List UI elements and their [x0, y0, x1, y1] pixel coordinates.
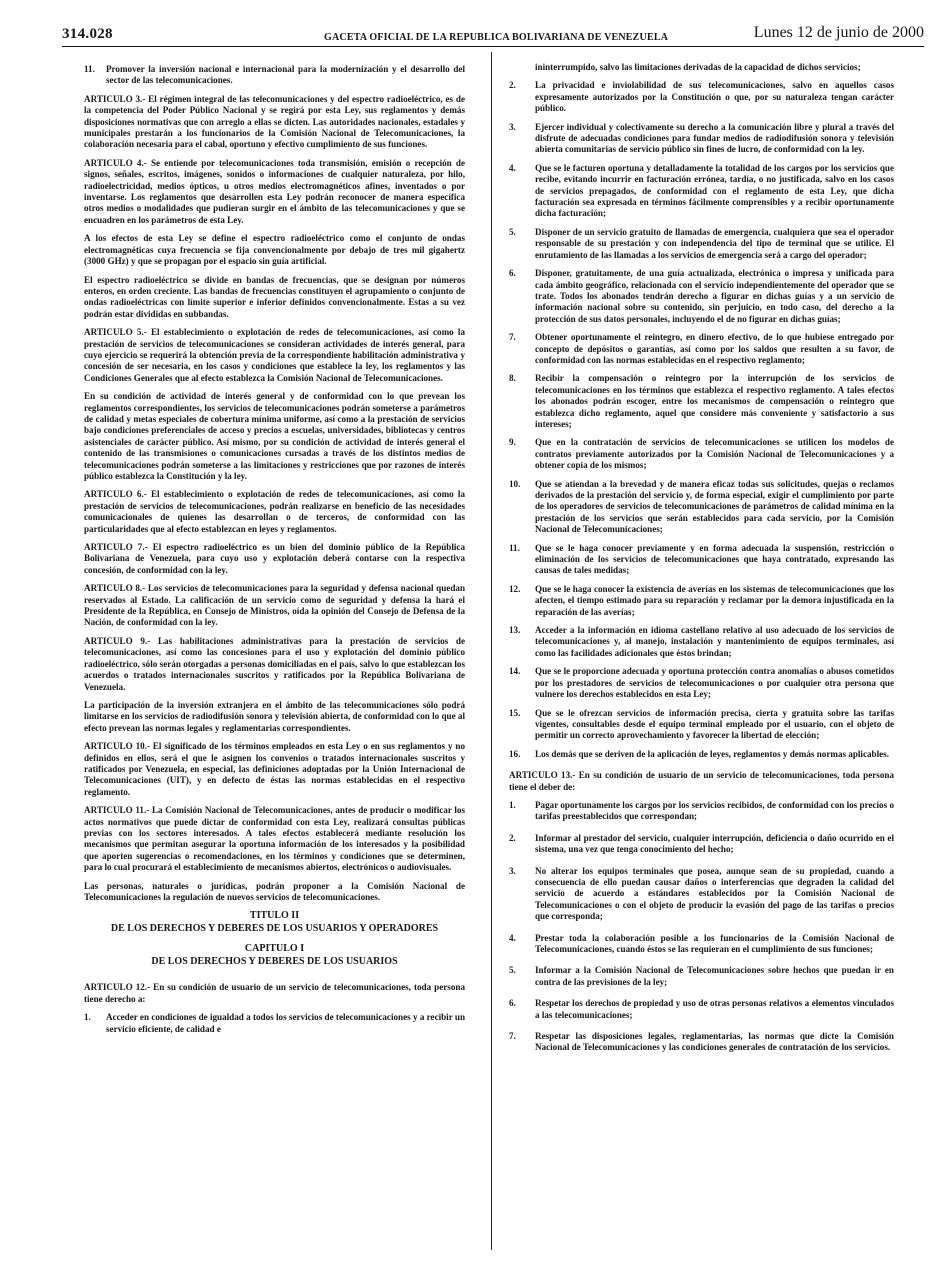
item-number: 9.: [509, 437, 516, 448]
list-item: [509, 998, 894, 1021]
article-13-intro: ARTICULO 13.- En su condición de usuario de un servicio de telecomunicaciones, toda persona tiene el deber de:: [509, 770, 894, 792]
item-number: 13.: [509, 625, 521, 636]
item-number: 3.: [509, 865, 516, 876]
article-12-intro: ARTICULO 12.- En su condición de usuario de un servicio de telecomunicaciones, toda persona tiene derecho a:: [84, 982, 465, 1004]
item-text: Prestar toda la colaboración posible a los funcionarios de la Comisión Nacional de Telecomunicaciones, cuando éstos se las requieran en el cumplimiento de sus funciones;: [535, 932, 894, 954]
item-text: Que se le facturen oportuna y detalladamente la totalidad de los cargos por los servicios que recibe, evitando incurrir en facturación errónea, tardía, o no justificada, salvo en los casos de servicios prepagados, de conformidad con el reglamento de esta Ley, que dicha facturación sea expresada en términos fácilmente comprensibles y a recibir oportunamente dicha facturación;: [535, 162, 894, 219]
article-4-paragraph-3: El espectro radioeléctrico se divide en bandas de frecuencias, que se designan por números enteros, en orden creciente. Las bandas de frecuencias constituyen el agrupamiento o conjunto de ondas radioeléctricas con límite superior e inferior definidos convencionalmente. Estas a su vez podrán estar divididas en subbandas.: [84, 274, 465, 319]
item-text: Respetar los derechos de propiedad y uso de otras personas relativos a elementos vinculados a las telecomunicaciones;: [535, 998, 894, 1020]
list-item: [509, 584, 894, 618]
item-number: 1.: [509, 799, 516, 810]
list-item: [509, 833, 894, 856]
article-11: ARTICULO 11.- La Comisión Nacional de Telecomunicaciones, antes de producir o modificar los actos normativos que puede dictar de conformidad con esta Ley, realizará consultas públicas previas con los sectores interesados. A tales efectos establecerá mediante resolución los mecanismos que permitan asegurar la oportuna información de los interesados y la posibilidad que aporten sugerencias o recomendaciones, en los términos y condiciones que se determinen, para lo cual procurará el establecimiento de mecanismos abiertos, electrónicos o audiovisuales.: [84, 805, 465, 873]
list-item: [509, 800, 894, 823]
list-item: [509, 625, 894, 659]
list-item: [509, 965, 894, 988]
item-number: 3.: [509, 121, 516, 132]
item-number: 2.: [509, 80, 516, 91]
item-number: 11.: [84, 64, 95, 74]
item-number: 6.: [509, 998, 516, 1009]
item-text: Recibir la compensación o reintegro por la interrupción de los servicios de telecomunicaciones en los términos que establezca el respectivo reglamento. A tales efectos los abonados podrán escoger, entre los mecanismos de compensación o reintegro que establezca dicho reglamento, aquel que considere más conveniente y satisfactorio a sus intereses;: [535, 373, 894, 429]
article-4-paragraph-2: A los efectos de esta Ley se define el espectro radioeléctrico como el conjunto de ondas electromagnéticas cuya frecuencia se fija convencionalmente por debajo de tres mil gigahertz (3000 GHz) y que se propagan por el espacio sin guía artificial.: [84, 233, 465, 267]
item-number: 11.: [509, 542, 520, 553]
item-text: Acceder en condiciones de igualdad a todos los servicios de telecomunicaciones y a recibir un servicio eficiente, de calidad e: [106, 1012, 465, 1034]
titulo-name: DE LOS DERECHOS Y DEBERES DE LOS USUARIOS Y OPERADORES: [110, 922, 439, 934]
page-number: 314.028: [62, 26, 113, 42]
item-text: Que se le haga conocer la existencia de averías en los sistemas de telecomunicaciones que los afecten, el tiempo estimado para su reparación y reclamar por la demora injustificada en la reparación de las averías;: [535, 583, 894, 617]
item-text: ininterrumpido, salvo las limitaciones derivadas de la capacidad de dichos servicios;: [535, 62, 861, 72]
list-item: [509, 122, 894, 156]
item-number: 6.: [509, 268, 516, 279]
right-column: [509, 62, 894, 1064]
item-number: 4.: [509, 932, 516, 943]
item-text: Que se atiendan a la brevedad y de manera eficaz todas sus solicitudes, quejas o reclamos derivados de la prestación del servicio y, de forma especial, exigir el cumplimiento por parte de los operadores de servicios de telecomunicaciones de parámetros de calidad mínima en la prestación de los servicios que serán establecidos para cada servicio, por la Comisión Nacional de Telecomunicaciones;: [535, 478, 894, 535]
list-item: [509, 1031, 894, 1054]
article-5-paragraph-2: En su condición de actividad de interés general y de conformidad con lo que prevean los reglamentos correspondientes, los servicios de telecomunicaciones podrán someterse a parámetros de calidad y metas especiales de cobertura mínima uniforme, así como a la prestación de servicios bajo condiciones preferenciales de acceso y precios a escuelas, universidades, bibliotecas y centros asistenciales de carácter público. Así mismo, por su condición de actividad de interés general el contenido de las transmisiones o comunicaciones cursadas a través de los distintos medios de telecomunicaciones podrán someterse a las limitaciones y restricciones que por razones de interés público establezca la Constitución y la ley.: [84, 391, 465, 481]
item-number: 4.: [509, 162, 516, 173]
item-text: Los demás que se deriven de la aplicación de leyes, reglamentos y demás normas aplicables.: [535, 748, 889, 759]
article-10: ARTICULO 10.- El significado de los términos empleados en esta Ley o en sus reglamentos y no definidos en ellos, será el que le asignen los convenios o tratados internacionales suscritos y ratificados por Venezuela, en especial, las definiciones adoptadas por la Unión Internacional de Telecomunicaciones (UIT), y en defecto de éstas las normas establecidas en el respectivo reglamento.: [84, 741, 465, 797]
article-9-paragraph-2: La participación de la inversión extranjera en el ámbito de las telecomunicaciones sólo podrá limitarse en los servicios de radiodifusión sonora y televisión abierta, de conformidad con lo que al efecto prevean las normas legales y reglamentarias correspondientes.: [84, 699, 465, 733]
list-item: [509, 749, 894, 760]
item-text: Acceder a la información en idioma castellano relativo al uso adecuado de los servicios de telecomunicaciones y, al manejo, instalación y mantenimiento de equipos terminales, así como las facilidades adicionales que éstos brindan;: [535, 625, 894, 658]
item-text: No alterar los equipos terminales que posea, aunque sean de su propiedad, cuando a consecuencia de ello puedan causar daños o interferencias que degraden la calidad del servicio de acuerdo a estándares establecidos por la Comisión Nacional de Telecomunicaciones o con el objeto de producir la evasión del pago de las tarifas o precios que corresponda;: [535, 865, 894, 922]
item-text: Respetar las disposiciones legales, reglamentarias, las normas que dicte la Comisión Nacional de Telecomunicaciones y las condiciones generales de contratación de los servicios.: [535, 1031, 894, 1053]
capitulo-name: DE LOS DERECHOS Y DEBERES DE LOS USUARIOS: [151, 955, 398, 967]
list-item: [509, 373, 894, 430]
list-item: [509, 437, 894, 471]
item-number: 14.: [509, 666, 521, 677]
item-text: Pagar oportunamente los cargos por los servicios recibidos, de conformidad con los precios o tarifas preestablecidos que correspondan;: [535, 799, 894, 822]
capitulo-number: CAPITULO I: [244, 943, 305, 955]
list-item: [509, 479, 894, 536]
titulo-number: TITULO II: [249, 910, 300, 922]
item-text: Informar a la Comisión Nacional de Telecomunicaciones sobre hechos que puedan ir en contra de las previsiones de la ley;: [535, 965, 894, 987]
item-number: 7.: [509, 1031, 516, 1042]
duties-list: [509, 800, 894, 1054]
item-number: 2.: [509, 832, 516, 843]
item-text: Obtener oportunamente el reintegro, en dinero efectivo, de lo que hubiese entregado por concepto de depósitos o garantías, así como por los saldos que resulten a su favor, de conformidad con las normas establecidas en el respectivo reglamento;: [535, 332, 894, 365]
article-5: ARTICULO 5.- El establecimiento o explotación de redes de telecomunicaciones, así como la prestación de servicios de telecomunicaciones se consideran actividades de interés general, para cuyo ejercicio se requerirá la obtención previa de la correspondiente habilitación administrativa y concesión de ser necesaria, en los casos y condiciones que establece la ley, los reglamentos y las Condiciones Generales que al efecto establezca la Comisión Nacional de Telecomunicaciones.: [84, 327, 465, 383]
article-6: ARTICULO 6.- El establecimiento o explotación de redes de telecomunicaciones, así como la prestación de servicios de telecomunicaciones, podrán realizarse en beneficio de las necesidades comunicacionales de quienes las desarrollan o de terceros, de conformidad con las particularidades que al efecto establezcan en leyes y reglamentos.: [84, 489, 465, 534]
title-heading-block: [84, 910, 465, 968]
item-number: 12.: [509, 583, 521, 594]
list-item: [509, 933, 894, 956]
list-item: [509, 80, 894, 114]
article-9: ARTICULO 9.- Las habilitaciones administrativas para la prestación de servicios de telecomunicaciones, así como las concesiones para el uso y explotación del dominio público radioeléctrico, sólo serán otorgadas a personas domiciliadas en el país, salvo lo que establezcan los acuerdos o tratados internacionales suscritos y ratificados por la República Bolivariana de Venezuela.: [84, 635, 465, 692]
item-number: 5.: [509, 226, 516, 237]
list-item: [509, 708, 894, 742]
list-item: [509, 268, 894, 325]
publication-title: GACETA OFICIAL DE LA REPUBLICA BOLIVARIANA DE VENEZUELA: [324, 32, 669, 43]
item-number: 1.: [84, 1012, 91, 1023]
issue-date: Lunes 12 de junio de 2000: [753, 24, 924, 41]
item-number: 16.: [509, 748, 521, 759]
item-number: 5.: [509, 965, 516, 976]
list-item: [84, 64, 465, 87]
item-text: Que se le haga conocer previamente y en forma adecuada la suspensión, restricción o eliminación de los servicios de telecomunicaciones que haya contratado, expresando las causas de tales medidas;: [535, 542, 894, 576]
article-8: ARTICULO 8.- Los servicios de telecomunicaciones para la seguridad y defensa nacional quedan reservados al Estado. La calificación de un servicio como de seguridad y defensa la hará el Presidente de la República, en Consejo de Ministros, oída la opinión del Consejo de Defensa de la Nación, de conformidad con la ley.: [84, 583, 465, 628]
list-item: [509, 543, 894, 577]
item-text: Informar al prestador del servicio, cualquier interrupción, deficiencia o daño ocurrido en el sistema, una vez que tenga conocimiento del hecho;: [535, 832, 894, 855]
article-11-paragraph-2: Las personas, naturales o jurídicas, podrán proponer a la Comisión Nacional de Telecomunicaciones la regulación de nuevos servicios de telecomunicaciones.: [84, 880, 465, 902]
column-divider: [491, 52, 492, 1250]
page-header: [62, 22, 924, 47]
list-item: [84, 1012, 465, 1035]
list-item: [509, 227, 894, 261]
item-text: Disponer, gratuitamente, de una guía actualizada, electrónica o impresa y unificada para cada ámbito geográfico, relacionada con el servicio independientemente del operador que se trate. Todos los abonados tendrán derecho a figurar en dichas guías y a un servicio de información nacional sobre su contenido, sin perjuicio, en todo caso, del derecho a la protección de sus datos personales, incluyendo el de no figurar en dichas guías;: [535, 268, 894, 324]
item-text: Disponer de un servicio gratuito de llamadas de emergencia, cualquiera que sea el operador responsable de su prestación y con independencia del tipo de terminal que se utilice. El enrutamiento de las llamadas a los servicios de emergencia será a cargo del operador;: [535, 226, 894, 260]
article-4: ARTICULO 4.- Se entiende por telecomunicaciones toda transmisión, emisión o recepción de signos, señales, escritos, imágenes, sonidos o informaciones de cualquier naturaleza, por hilo, radioelectricidad, medios ópticos, u otros medios electromagnéticos afines, inventados o por inventarse. Los reglamentos que desarrollen esta Ley podrán reconocer de manera específica otros medios o modalidades que pudieran surgir en el ámbito de las telecomunicaciones y que se encuadren en los parámetros de esta Ley.: [84, 157, 465, 225]
list-item: [509, 163, 894, 220]
item-text: Que se le ofrezcan servicios de información precisa, cierta y gratuita sobre las tarifas vigentes, consultables desde el equipo terminal empleado por el usuario, con el objeto de permitir un correcto aprovechamiento y favorecer la libertad de elección;: [535, 707, 894, 741]
list-item: [509, 332, 894, 366]
rights-list: [509, 80, 894, 760]
item-text: Promover la inversión nacional e internacional para la modernización y el desarrollo del sector de las telecomunicaciones.: [106, 64, 465, 86]
item-text: La privacidad e inviolabilidad de sus telecomunicaciones, salvo en aquellos casos expresamente autorizados por la Constitución o que, por su naturaleza tengan carácter público.: [535, 80, 894, 114]
list-item: [509, 666, 894, 700]
item-number: 10.: [509, 478, 521, 489]
item-number: 15.: [509, 707, 521, 718]
article-7: ARTICULO 7.- El espectro radioeléctrico es un bien del dominio público de la República Bolivariana de Venezuela, para cuyo uso y explotación deberá contarse con la respectiva concesión, de conformidad con la ley.: [84, 542, 465, 575]
item-text: Que en la contratación de servicios de telecomunicaciones se utilicen los modelos de contratos previamente autorizados por la Comisión Nacional de Telecomunicaciones y a obtener copia de los mismos;: [535, 437, 894, 471]
item-number: 8.: [509, 373, 516, 384]
item-text: Que se le proporcione adecuada y oportuna protección contra anomalías o abusos cometidos por los prestadores de servicios de telecomunicaciones o por cualquier otra persona que vulnere los derechos establecidos en esta Ley;: [535, 666, 894, 700]
item-number: 7.: [509, 332, 516, 343]
article-3: ARTICULO 3.- El régimen integral de las telecomunicaciones y del espectro radioeléctrico, es de la competencia del Poder Público Nacional y se regirá por esta Ley, sus reglamentos y demás disposiciones normativas que con arreglo a ellas se dicten. Las autoridades nacionales, estadales y municipales prestarán a los funcionarios de la Comisión Nacional de Telecomunicaciones, la colaboración necesaria para el cabal, oportuno y efectivo cumplimiento de sus funciones.: [84, 93, 465, 150]
item-text: Ejercer individual y colectivamente su derecho a la comunicación libre y plural a través del disfrute de adecuadas condiciones para fundar medios de radiodifusión sonora y televisión abierta comunitarias de servicio público sin fines de lucro, de conformidad con la ley.: [535, 121, 894, 155]
list-item: [509, 866, 894, 923]
left-column: [84, 64, 465, 1042]
list-item-continuation: [509, 62, 894, 73]
